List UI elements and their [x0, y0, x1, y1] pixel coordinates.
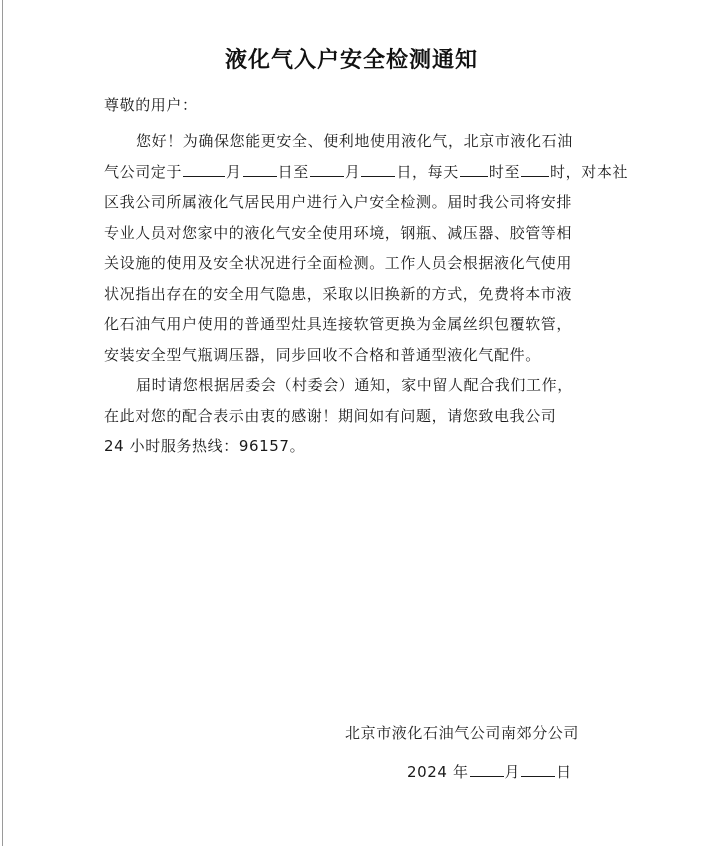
blank-sign-month: [470, 762, 504, 777]
notice-title: 液化气入户安全检测通知: [224, 48, 478, 73]
blank-month-start: [183, 162, 225, 177]
paragraph-1-line-5: 关设施的使用及安全状况进行全面检测。工作人员会根据液化气使用: [104, 254, 573, 272]
salutation: 尊敬的用户：: [104, 96, 198, 114]
date-month-label: 月: [504, 763, 521, 781]
blank-sign-day: [521, 762, 555, 777]
paragraph-1-line-4: 专业人员对您家中的液化气安全使用环境，钢瓶、减压器、胶管等相: [104, 223, 573, 242]
text-segment: 日，每天: [396, 162, 459, 181]
text-segment: 时，对本社: [550, 162, 629, 181]
blank-month-end: [310, 162, 344, 177]
signature-date: [407, 761, 572, 782]
notice-body: [104, 126, 629, 462]
text-segment: 月: [344, 162, 361, 181]
paragraph-2-line-3: 24 小时服务热线：96157。: [104, 437, 306, 455]
date-year: 2024 年: [407, 763, 469, 781]
blank-hour-start: [460, 162, 488, 177]
paragraph-2-line-1: 届时请您根据居委会（村委会）通知，家中留人配合我们工作，: [136, 376, 573, 394]
paragraph-1-line-7: 化石油气用户使用的普通型灶具连接软管更换为金属丝织包覆软管，: [104, 315, 573, 333]
paragraph-2-line-2: 在此对您的配合表示由衷的感谢！期间如有问题，请您致电我公司: [104, 406, 557, 425]
blank-hour-end: [521, 162, 549, 177]
text-segment: 日至: [277, 162, 309, 181]
date-day-label: 日: [556, 763, 572, 781]
paragraph-1-line-1: 您好！为确保您能更安全、便利地使用液化气，北京市液化石油: [136, 132, 573, 150]
text-segment: 时至: [488, 162, 521, 181]
blank-day-end: [361, 162, 395, 177]
paragraph-1-line-2: [104, 157, 629, 188]
text-segment: 月: [226, 162, 242, 181]
paragraph-1-line-3: 区我公司所属液化气居民用户进行入户安全检测。届时我公司将安排: [104, 193, 573, 211]
paragraph-1-line-8: 安装安全型气瓶调压器，同步回收不合格和普通型液化气配件。: [104, 345, 541, 364]
signature-company: 北京市液化石油气公司南郊分公司: [345, 724, 580, 742]
paragraph-1-line-6: 状况指出存在的安全用气隐患，采取以旧换新的方式，免费将本市液: [104, 284, 573, 303]
page-border: [2, 0, 3, 846]
blank-day-start: [243, 162, 277, 177]
text-segment: 气公司定于: [104, 162, 183, 181]
